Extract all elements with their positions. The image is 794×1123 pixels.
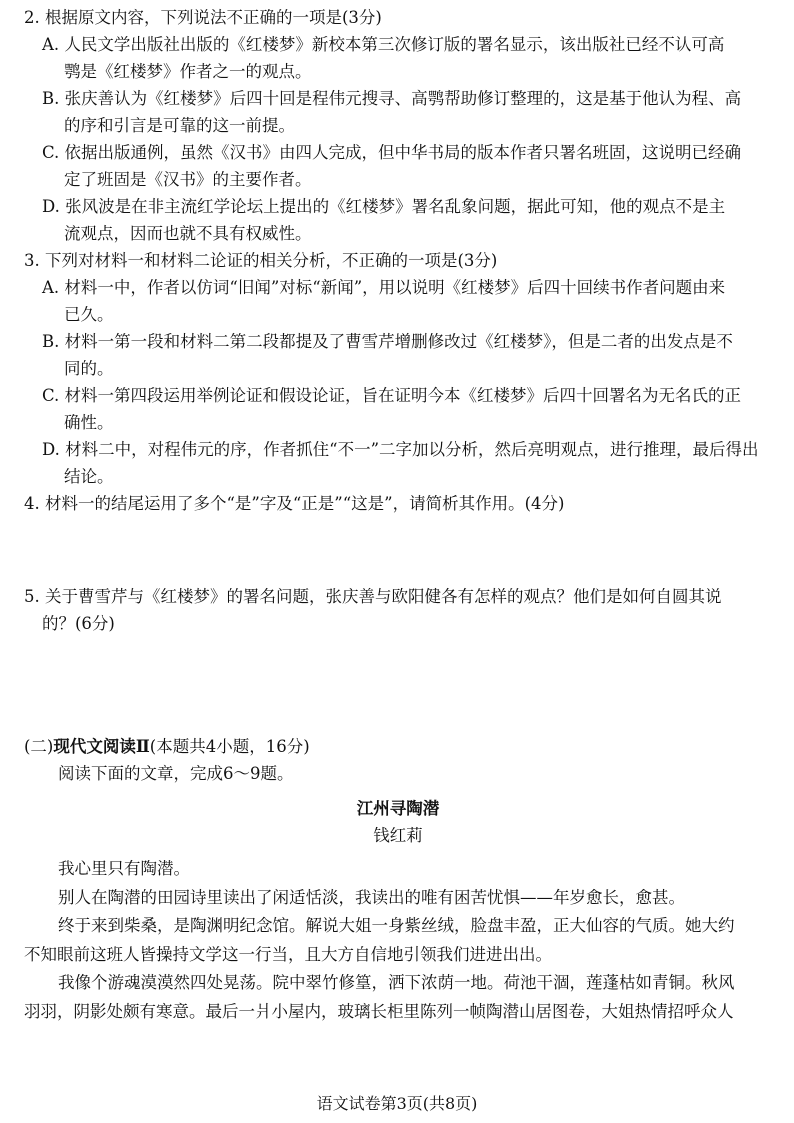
article-paragraph-3-line-2: 不知眼前这班人皆操持文学这一行当，且大方自信地引领我们进进出出。 — [24, 944, 552, 964]
question-5-line-2: 的？(6分) — [42, 614, 115, 633]
article-paragraph-3-line-1: 终于来到柴桑，是陶渊明纪念馆。解说大姐一身紫丝绒，脸盘丰盈，正大仙容的气质。她大约 — [58, 916, 735, 935]
question-2-option-b: B. 张庆善认为《红楼梦》后四十回是程伟元搜寻、高鹗帮助修订整理的，这是基于他认为程、高 的序和引言是可靠的这一前提。 — [42, 89, 742, 135]
article-author: 钱红莉 — [373, 826, 423, 845]
page-footer: 语文试卷第3页(共8页) — [316, 1094, 478, 1113]
question-4 — [24, 490, 772, 517]
question-3-option-b: B. 材料一第一段和材料二第二段都提及了曹雪芹增删修改过《红楼梦》，但是二者的出发点是不 同的。 — [42, 332, 733, 378]
question-2 — [24, 4, 772, 247]
section-heading-suffix: (本题共4小题，16分) — [149, 737, 310, 756]
article-paragraph-2: 别人在陶潜的田园诗里读出了闲适恬淡，我读出的唯有困苦忧惧——年岁愈长，愈甚。 — [58, 887, 685, 907]
article-paragraph-4-line-2: 羽羽，阴影处颇有寒意。最后一爿小屋内，玻璃长柜里陈列一帧陶潜山居图卷，大姐热情招呼众人 — [24, 1001, 734, 1021]
question-3-option-c: C. 材料一第四段运用举例论证和假设论证，旨在证明今本《红楼梦》后四十回署名为无名氏的正 确性。 — [42, 386, 742, 432]
question-2-option-a: A. 人民文学出版社出版的《红楼梦》新校本第三次修订版的署名显示，该出版社已经不认可高 鹗是《红楼梦》作者之一的观点。 — [42, 35, 725, 81]
article-paragraph-4 — [24, 969, 772, 1026]
article-paragraph-4-line-1: 我像个游魂漠漠然四处晃荡。院中翠竹修篁，洒下浓荫一地。荷池干涸，莲蓬枯如青铜。秋风 — [58, 973, 735, 992]
section-heading — [24, 733, 772, 760]
article-paragraph-1: 我心里只有陶潜。 — [58, 859, 190, 878]
question-4-stem: 4. 材料一的结尾运用了多个“是”字及“正是”“这是”，请简析其作用。(4分) — [24, 494, 565, 513]
section-instruction: 阅读下面的文章，完成6～9题。 — [58, 764, 294, 783]
article-title: 江州寻陶潜 — [356, 799, 440, 818]
question-2-option-d: D. 张风波是在非主流红学论坛上提出的《红楼梦》署名乱象问题，据此可知，他的观点不是主 流观点，因而也就不具有权威性。 — [42, 197, 726, 243]
question-5 — [24, 583, 772, 637]
question-3-stem: 3. 下列对材料一和材料二论证的相关分析，不正确的一项是(3分) — [24, 251, 498, 270]
article-paragraph-3 — [24, 912, 772, 969]
question-5-line-1: 5. 关于曹雪芹与《红楼梦》的署名问题，张庆善与欧阳健各有怎样的观点？他们是如何自圆其说 — [24, 587, 722, 606]
question-3-option-d: D. 材料二中，对程伟元的序，作者抓住“不一”二字加以分析，然后亮明观点，进行推理，最后得出 结论。 — [42, 440, 759, 486]
question-2-stem: 2. 根据原文内容，下列说法不正确的一项是(3分) — [24, 8, 382, 27]
answer-space-4[interactable] — [24, 517, 772, 583]
section-heading-title: 现代文阅读Ⅱ — [53, 737, 150, 756]
question-3-option-a: A. 材料一中，作者以仿词“旧闻”对标“新闻”，用以说明《红楼梦》后四十回续书作者问题由来 已久。 — [42, 278, 726, 324]
section-heading-prefix: (二) — [24, 737, 54, 756]
answer-space-5[interactable] — [24, 637, 772, 729]
question-2-option-c: C. 依据出版通例，虽然《汉书》由四人完成，但中华书局的版本作者只署名班固，这说明已经确 定了班固是《汉书》的主要作者。 — [42, 143, 742, 189]
question-3 — [24, 247, 772, 490]
